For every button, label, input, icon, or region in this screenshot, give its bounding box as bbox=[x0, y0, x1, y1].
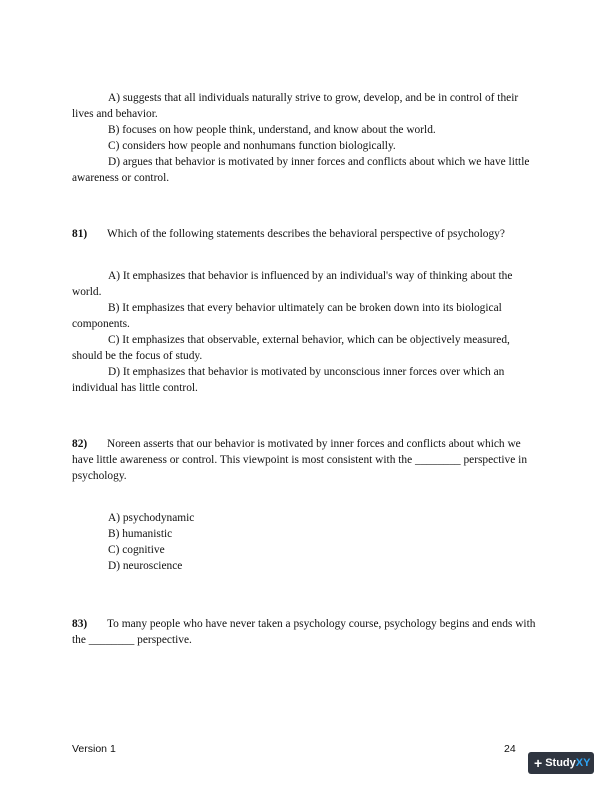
q80-option-d: D) argues that behavior is motivated by inner forces and conflicts about which we have little awareness or control. bbox=[72, 156, 530, 184]
q80-option-b: B) focuses on how people think, understand, and know about the world. bbox=[108, 124, 436, 136]
q81-option-b: B) It emphasizes that every behavior ultimately can be broken down into its biological components. bbox=[72, 302, 502, 330]
q82-option-a: A) psychodynamic bbox=[108, 512, 195, 524]
question-81-text: Which of the following statements describes the behavioral perspective of psychology? bbox=[107, 228, 505, 240]
question-81 bbox=[72, 226, 542, 242]
q80-option-a: A) suggests that all individuals naturally strive to grow, develop, and be in control of their lives and behavior. bbox=[72, 92, 519, 120]
plus-icon: + bbox=[534, 755, 543, 771]
question-82-text: Noreen asserts that our behavior is motivated by inner forces and conflicts about which we have little awareness or control. This viewpoint is most consistent with the ________ perspective in psychology. bbox=[72, 438, 528, 482]
studyxy-logo[interactable] bbox=[528, 752, 594, 774]
q81-option-c: C) It emphasizes that observable, external behavior, which can be objectively measured, should be the focus of study. bbox=[72, 334, 510, 362]
question-82-number: 82) bbox=[72, 438, 88, 450]
q81-option-a: A) It emphasizes that behavior is influenced by an individual's way of thinking about the world. bbox=[72, 270, 513, 298]
page-number: 24 bbox=[504, 743, 516, 755]
q81-option-d: D) It emphasizes that behavior is motivated by unconscious inner forces over which an individual has little control. bbox=[72, 366, 505, 394]
q82-option-c: C) cognitive bbox=[108, 544, 165, 556]
footer-version: Version 1 bbox=[72, 743, 116, 755]
question-83-number: 83) bbox=[72, 618, 88, 630]
q82-option-d: D) neuroscience bbox=[108, 560, 183, 572]
question-83 bbox=[72, 616, 542, 648]
logo-study-text: Study bbox=[545, 757, 576, 769]
question-83-text: To many people who have never taken a psychology course, psychology begins and ends with the ________ perspective. bbox=[72, 618, 536, 646]
question-82 bbox=[72, 436, 542, 484]
question-81-number: 81) bbox=[72, 228, 88, 240]
logo-xy-text: XY bbox=[575, 757, 591, 769]
q80-option-c: C) considers how people and nonhumans function biologically. bbox=[108, 140, 396, 152]
q82-option-b: B) humanistic bbox=[108, 528, 173, 540]
